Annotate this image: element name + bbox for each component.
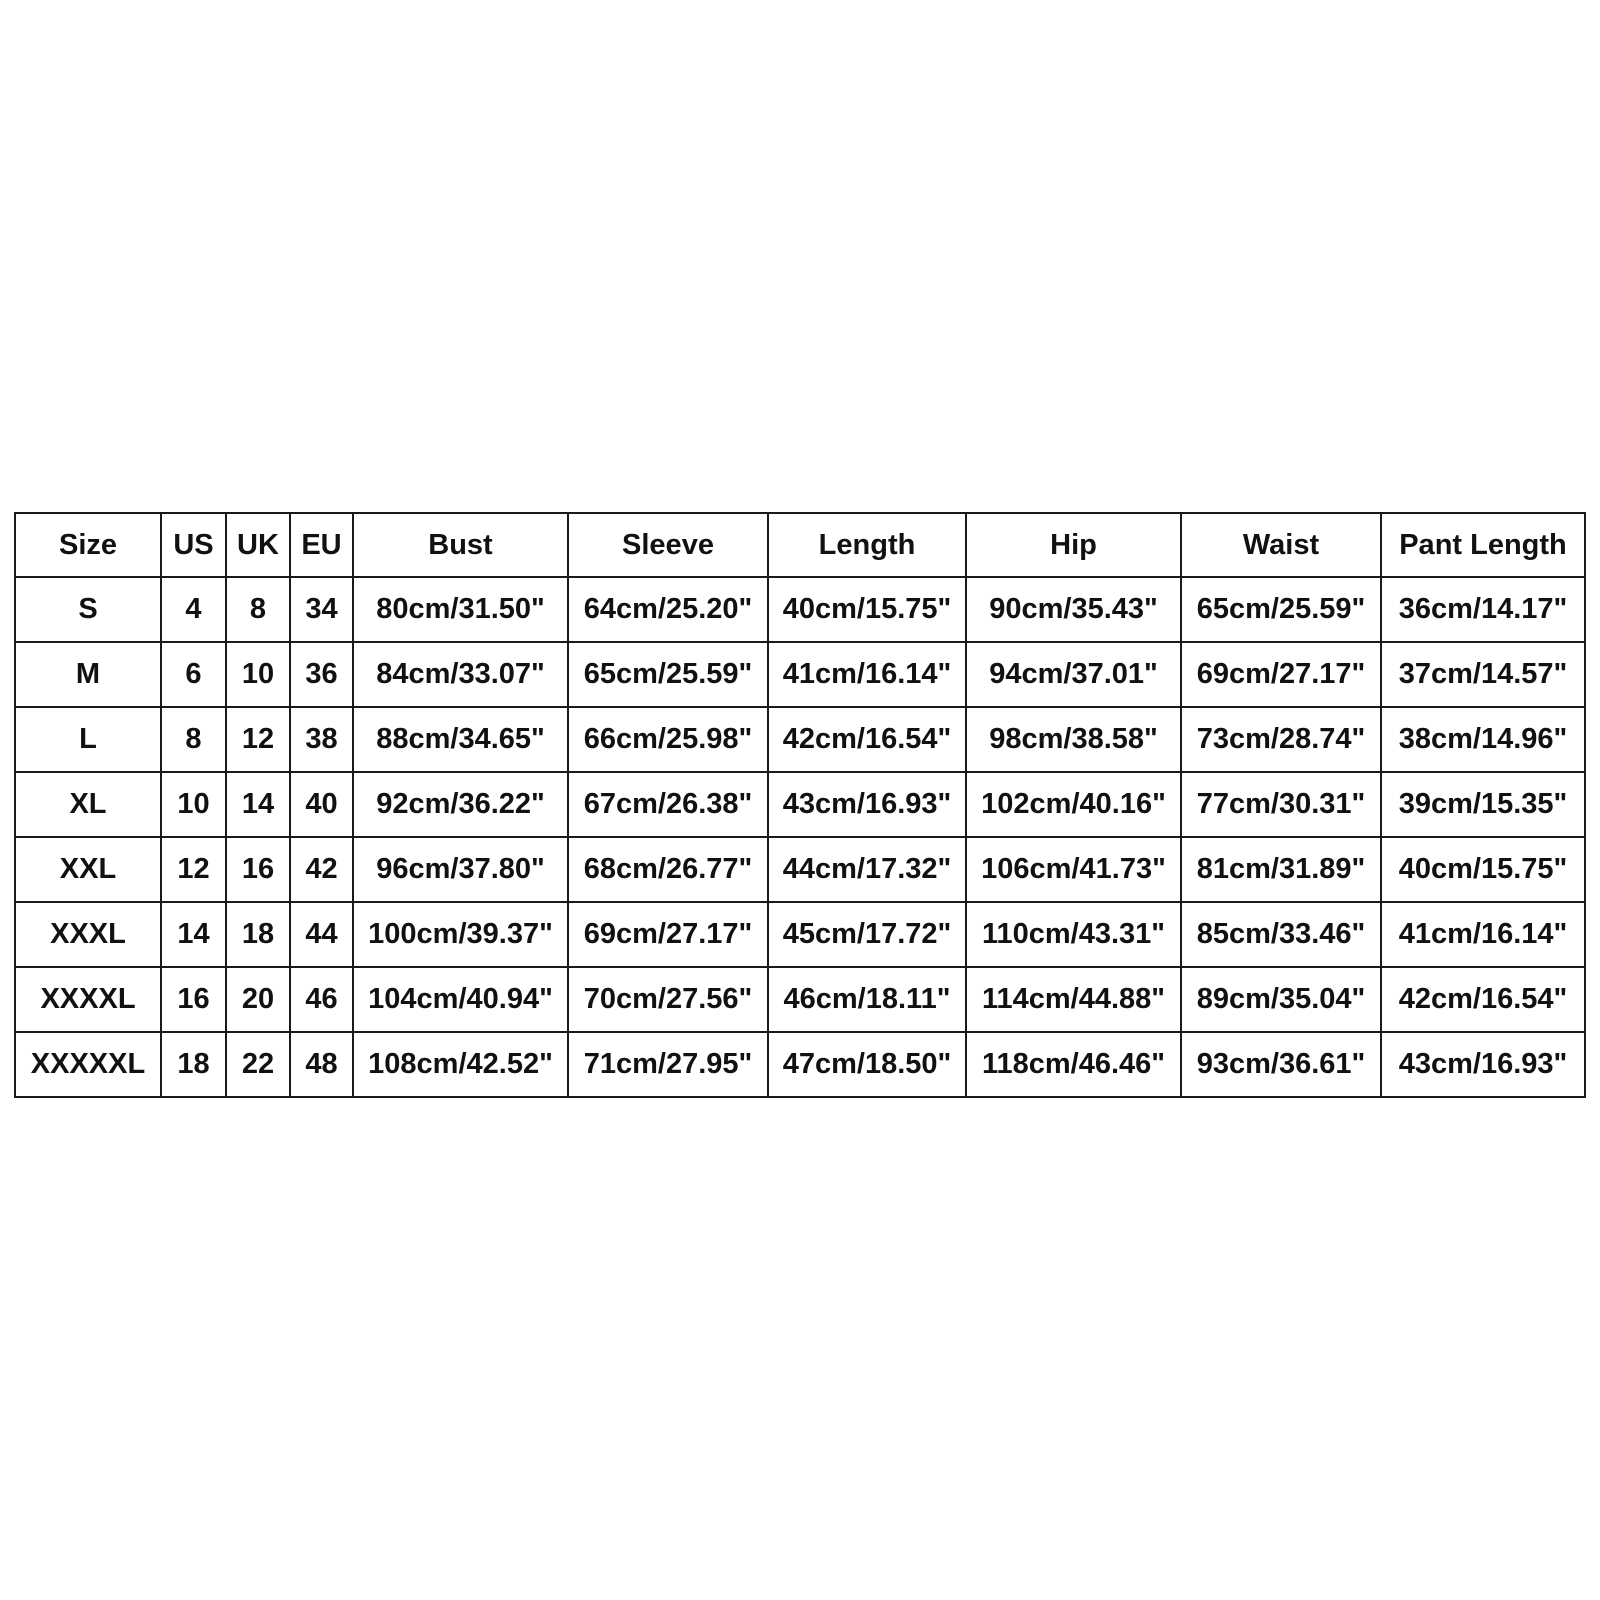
cell-size: S <box>15 577 161 642</box>
cell-uk: 12 <box>226 707 290 772</box>
cell-us: 12 <box>161 837 226 902</box>
cell-sleeve: 70cm/27.56" <box>568 967 768 1032</box>
cell-size: XXXXL <box>15 967 161 1032</box>
cell-length: 45cm/17.72" <box>768 902 966 967</box>
cell-waist: 73cm/28.74" <box>1181 707 1381 772</box>
cell-uk: 14 <box>226 772 290 837</box>
cell-size: XXXXXL <box>15 1032 161 1097</box>
cell-eu: 36 <box>290 642 353 707</box>
cell-length: 41cm/16.14" <box>768 642 966 707</box>
cell-bust: 88cm/34.65" <box>353 707 568 772</box>
cell-waist: 81cm/31.89" <box>1181 837 1381 902</box>
cell-hip: 110cm/43.31" <box>966 902 1181 967</box>
cell-hip: 90cm/35.43" <box>966 577 1181 642</box>
cell-pant-length: 39cm/15.35" <box>1381 772 1585 837</box>
cell-us: 16 <box>161 967 226 1032</box>
cell-hip: 114cm/44.88" <box>966 967 1181 1032</box>
cell-eu: 38 <box>290 707 353 772</box>
cell-hip: 118cm/46.46" <box>966 1032 1181 1097</box>
cell-eu: 34 <box>290 577 353 642</box>
table-row <box>15 902 1585 967</box>
header-length: Length <box>768 513 966 577</box>
cell-eu: 48 <box>290 1032 353 1097</box>
cell-sleeve: 66cm/25.98" <box>568 707 768 772</box>
header-row <box>15 513 1585 577</box>
cell-pant-length: 41cm/16.14" <box>1381 902 1585 967</box>
cell-uk: 10 <box>226 642 290 707</box>
cell-hip: 102cm/40.16" <box>966 772 1181 837</box>
table-row <box>15 1032 1585 1097</box>
cell-us: 10 <box>161 772 226 837</box>
cell-pant-length: 43cm/16.93" <box>1381 1032 1585 1097</box>
header-uk: UK <box>226 513 290 577</box>
table-row <box>15 642 1585 707</box>
header-pant-length: Pant Length <box>1381 513 1585 577</box>
cell-pant-length: 42cm/16.54" <box>1381 967 1585 1032</box>
cell-sleeve: 69cm/27.17" <box>568 902 768 967</box>
cell-length: 42cm/16.54" <box>768 707 966 772</box>
cell-size: XL <box>15 772 161 837</box>
table-header <box>15 513 1585 577</box>
cell-sleeve: 65cm/25.59" <box>568 642 768 707</box>
table-row <box>15 837 1585 902</box>
cell-hip: 98cm/38.58" <box>966 707 1181 772</box>
cell-pant-length: 40cm/15.75" <box>1381 837 1585 902</box>
cell-size: M <box>15 642 161 707</box>
header-eu: EU <box>290 513 353 577</box>
cell-uk: 22 <box>226 1032 290 1097</box>
cell-bust: 92cm/36.22" <box>353 772 568 837</box>
cell-sleeve: 71cm/27.95" <box>568 1032 768 1097</box>
cell-us: 14 <box>161 902 226 967</box>
cell-hip: 106cm/41.73" <box>966 837 1181 902</box>
cell-bust: 100cm/39.37" <box>353 902 568 967</box>
cell-uk: 8 <box>226 577 290 642</box>
cell-pant-length: 37cm/14.57" <box>1381 642 1585 707</box>
cell-eu: 44 <box>290 902 353 967</box>
table-row <box>15 772 1585 837</box>
cell-size: XXL <box>15 837 161 902</box>
cell-sleeve: 68cm/26.77" <box>568 837 768 902</box>
table-row <box>15 967 1585 1032</box>
header-hip: Hip <box>966 513 1181 577</box>
header-bust: Bust <box>353 513 568 577</box>
cell-waist: 69cm/27.17" <box>1181 642 1381 707</box>
cell-length: 46cm/18.11" <box>768 967 966 1032</box>
cell-us: 18 <box>161 1032 226 1097</box>
cell-bust: 80cm/31.50" <box>353 577 568 642</box>
cell-waist: 93cm/36.61" <box>1181 1032 1381 1097</box>
cell-pant-length: 38cm/14.96" <box>1381 707 1585 772</box>
cell-length: 47cm/18.50" <box>768 1032 966 1097</box>
cell-bust: 96cm/37.80" <box>353 837 568 902</box>
header-waist: Waist <box>1181 513 1381 577</box>
table-row <box>15 707 1585 772</box>
cell-uk: 18 <box>226 902 290 967</box>
cell-pant-length: 36cm/14.17" <box>1381 577 1585 642</box>
header-size: Size <box>15 513 161 577</box>
cell-sleeve: 67cm/26.38" <box>568 772 768 837</box>
cell-us: 8 <box>161 707 226 772</box>
size-chart-table <box>14 512 1586 1098</box>
cell-waist: 89cm/35.04" <box>1181 967 1381 1032</box>
cell-uk: 20 <box>226 967 290 1032</box>
cell-us: 4 <box>161 577 226 642</box>
cell-length: 44cm/17.32" <box>768 837 966 902</box>
table-row <box>15 577 1585 642</box>
cell-waist: 65cm/25.59" <box>1181 577 1381 642</box>
cell-waist: 77cm/30.31" <box>1181 772 1381 837</box>
cell-sleeve: 64cm/25.20" <box>568 577 768 642</box>
cell-hip: 94cm/37.01" <box>966 642 1181 707</box>
header-sleeve: Sleeve <box>568 513 768 577</box>
cell-bust: 104cm/40.94" <box>353 967 568 1032</box>
cell-length: 43cm/16.93" <box>768 772 966 837</box>
header-us: US <box>161 513 226 577</box>
cell-eu: 46 <box>290 967 353 1032</box>
cell-bust: 84cm/33.07" <box>353 642 568 707</box>
table-body <box>15 577 1585 1097</box>
cell-length: 40cm/15.75" <box>768 577 966 642</box>
cell-us: 6 <box>161 642 226 707</box>
cell-bust: 108cm/42.52" <box>353 1032 568 1097</box>
cell-waist: 85cm/33.46" <box>1181 902 1381 967</box>
cell-eu: 40 <box>290 772 353 837</box>
cell-eu: 42 <box>290 837 353 902</box>
cell-uk: 16 <box>226 837 290 902</box>
cell-size: XXXL <box>15 902 161 967</box>
cell-size: L <box>15 707 161 772</box>
